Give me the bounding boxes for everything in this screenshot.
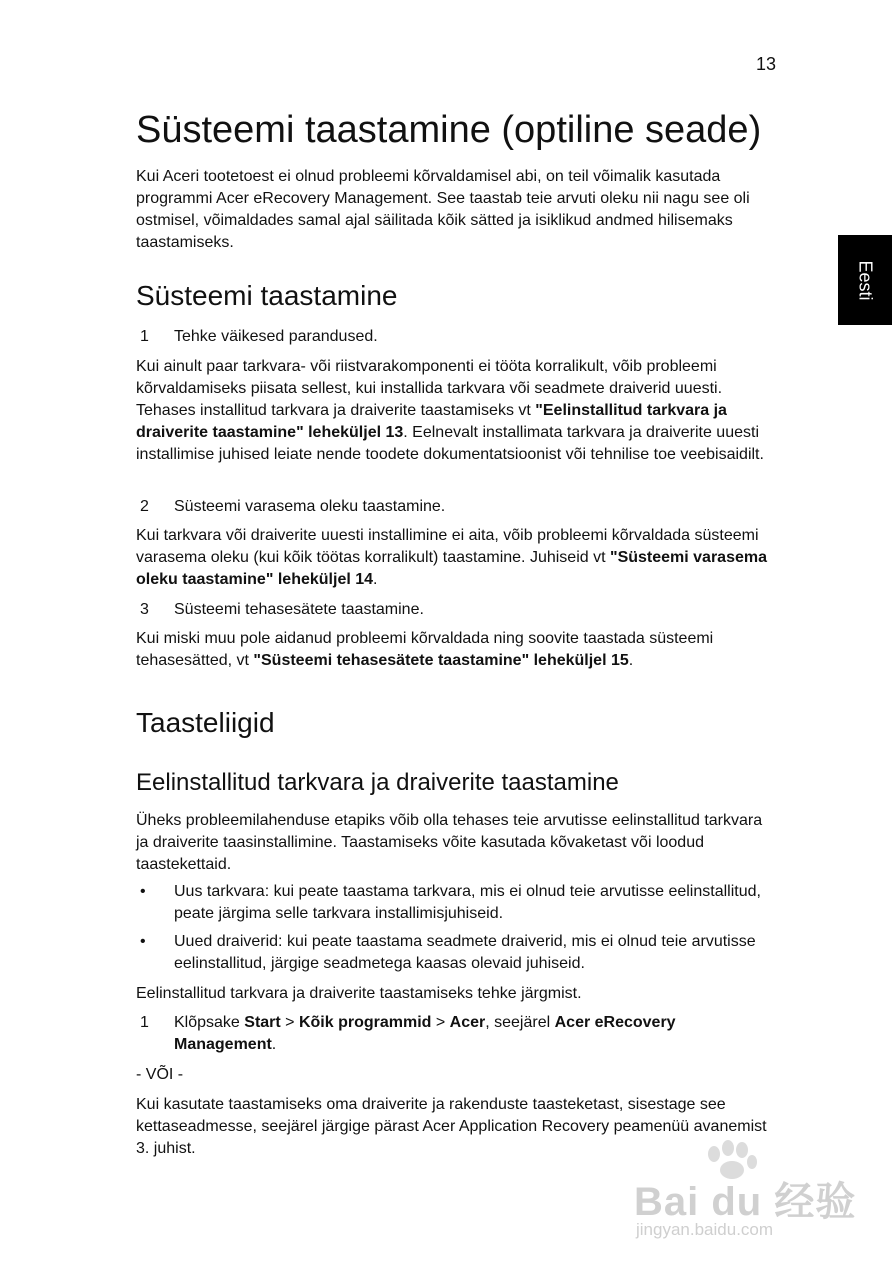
bullet-icon: • [140,883,146,900]
step-text-part: , seejärel [485,1014,555,1031]
language-side-tab [838,235,892,325]
subheading-preinstalled-recovery: Eelinstallitud tarkvara ja draiverite taastamine [136,769,619,796]
paragraph-recovery-instruction: Eelinstallitud tarkvara ja draiverite taastamiseks tehke järgmist. [136,985,582,1002]
step-number: 1 [140,328,149,345]
section-heading-recovery-types: Taasteliigid [136,707,275,738]
step-number: 1 [140,1014,149,1031]
intro-paragraph: Kui Aceri tootetoest ei olnud probleemi kõrvaldamisel abi, on teil võimalik kasutada programmi Acer eRecovery Management. See taastab teie arvuti oleku nii nagu see oli ostmisel, võimaldades samal ajal säilitada kõik sätted ja isiklikud andmed hilisemaks taastamiseks. [136,168,750,251]
bullet-text: Uued draiverid: kui peate taastama seadmete draiverid, mis ei olnud teie arvutisse eelinstallitud, järgige seadmetega kaasas olevaid juhiseid. [174,933,756,972]
step-text: Süsteemi tehasesätete taastamine. [174,601,424,618]
paragraph-text: . Eelnevalt installimata tarkvara ja draiverite uuesti installimise juhised leiate nende toodete dokumentatsioonist või tehnilise toe veebisaidilt. [136,424,764,463]
bullet-icon: • [140,933,146,950]
paragraph-minor-fixes [136,356,776,466]
or-separator: - VÕI - [136,1066,184,1083]
paragraph-factory-reset [136,628,776,672]
baidu-watermark [634,1140,857,1250]
paragraph-text: Kui ainult paar tarkvara- või riistvarakomponenti ei tööta korralikult, võib probleemi kõrvaldamiseks piisata sellest, kui installida tarkvara või seadmete draiverid uuesti. Tehases installitud tarkvara ja draiverite taastamiseks vt [136,358,723,419]
step-text-part: > [431,1014,450,1031]
watermark-url: jingyan.baidu.com [636,1220,774,1239]
side-tab-label: Eesti [855,259,876,301]
step-text-part: . [271,1036,277,1053]
paragraph-text: . [628,652,634,669]
paragraph-text: Kui tarkvara või draiverite uuesti installimine ei aita, võib probleemi kõrvaldada süsteemi varasema oleku (kui kõik töötas korralikult) taastamine. Juhiseid vt [136,527,759,566]
step-text [174,1012,774,1056]
bullet-text: Uus tarkvara: kui peate taastama tarkvara, mis ei olnud teie arvutisse eelinstallitud, peate järgima selle tarkvara installimisjuhiseid. [174,883,761,922]
paragraph-previous-state [136,525,776,591]
paragraph-preinstalled-intro: Üheks probleemilahenduse etapiks võib olla tehases teie arvutisse eelinstallitud tarkvara ja draiverite taasinstallimine. Taastamiseks võite kasutada kõvaketast või loodud taastekettaid. [136,812,763,873]
page-title: Süsteemi taastamine (optiline seade) [136,109,762,151]
step-number: 2 [140,498,149,515]
section-heading-system-recovery: Süsteemi taastamine [136,280,398,311]
menu-acer: Acer [449,1014,486,1031]
cross-reference-link[interactable]: "Süsteemi varasema oleku taastamine" leheküljel 14 [136,549,767,588]
page-number: 13 [755,54,776,74]
step-text-part: Klõpsake [174,1014,245,1031]
step-text: Süsteemi varasema oleku taastamine. [174,498,446,515]
cross-reference-link[interactable]: "Eelinstallitud tarkvara ja draiverite taastamine" leheküljel 13 [136,402,727,441]
menu-all-programs: Kõik programmid [298,1014,432,1031]
paragraph-text: . [373,571,378,588]
watermark-logo: Bai du 经验 [634,1180,857,1224]
cross-reference-link[interactable]: "Süsteemi tehasesätete taastamine" leheküljel 15 [253,652,629,669]
step-text: Tehke väikesed parandused. [174,328,378,345]
paragraph-text: Kui miski muu pole aidanud probleemi kõrvaldada ning soovite taastada süsteemi tehasesätted, vt [136,630,714,669]
step-text-part: > [280,1014,299,1031]
menu-start: Start [244,1014,281,1031]
paragraph-recovery-disc: Kui kasutate taastamiseks oma draiverite ja rakenduste taasteketast, sisestage see kettaseadmesse, seejärel järgige pärast Acer Application Recovery peamenüü avanemist 3. juhist. [136,1096,767,1157]
step-number: 3 [140,601,149,618]
menu-acer-erecovery: Acer eRecovery Management [174,1014,676,1053]
